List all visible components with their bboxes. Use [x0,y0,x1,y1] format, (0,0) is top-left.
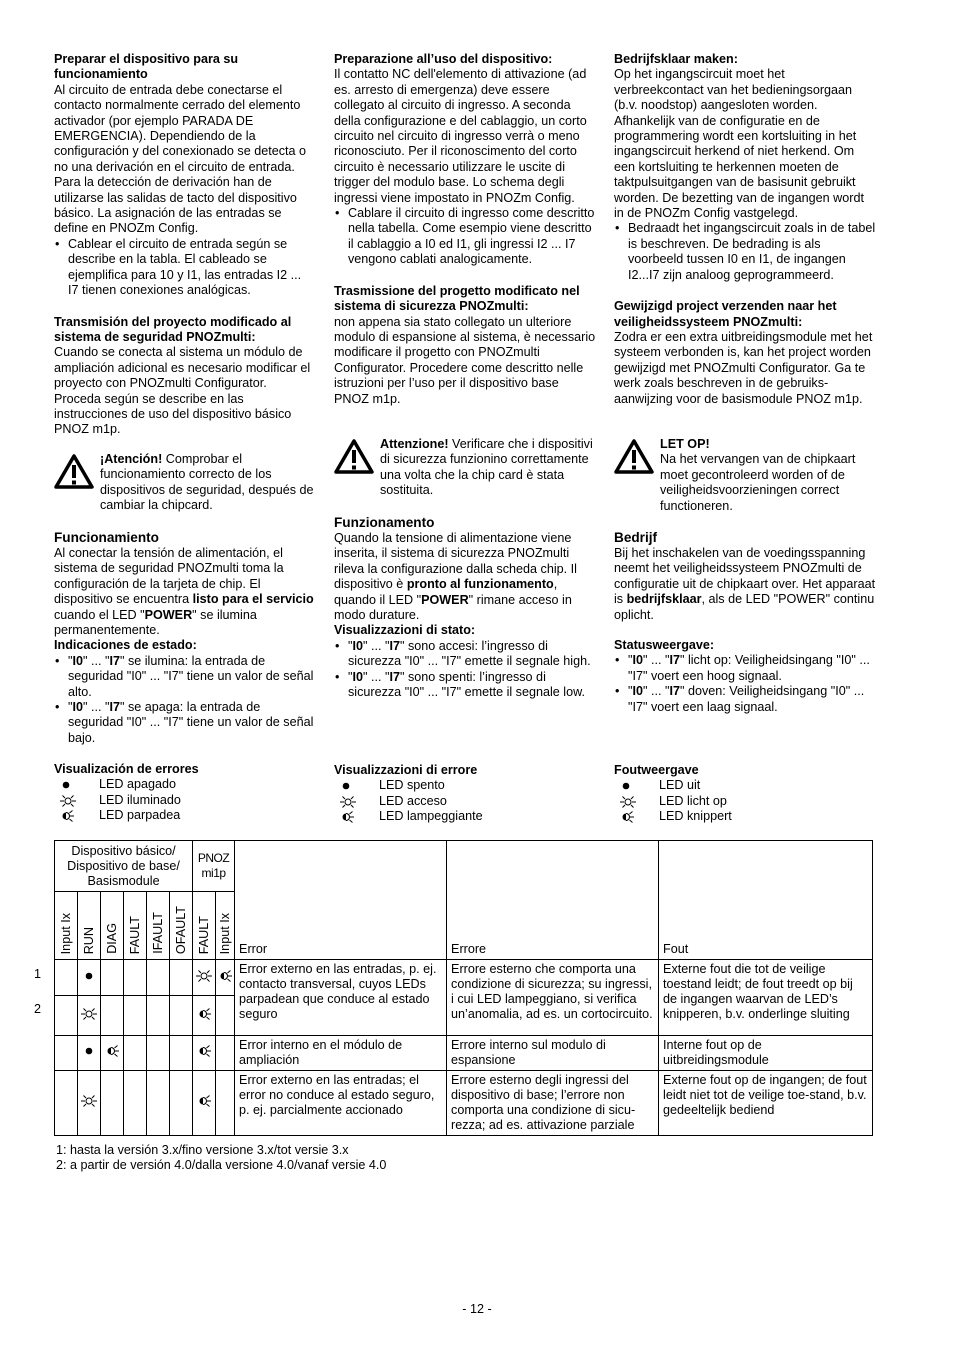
func-text-nl: Bij het inschakelen van de voedingsspanning neemt het veiligheidssysteem PNOZmulti de configuratie uit de chipkaart over. Het apparaat is bedrijfsklaar, als de LED "POWER" continu oplicht. [614,546,876,622]
warning-label-nl: LET OP! [660,437,710,451]
group-header-base: Dispositivo básico/ Dispositivo de base/ Basismodule [55,841,193,892]
warning-label-es: ¡Atención! [100,452,163,466]
legend-title-it: Visualizzazioni di errore [334,763,478,777]
trans-title-es: Transmisión del proyecto modificado al sistema de seguridad PNOZmulti: [54,314,292,344]
footnote-2: 2: a partir de versión 4.0/dalla versione 4.0/vanaf versie 4.0 [56,1158,387,1172]
prep-bullet-nl: • Bedraadt het ingangscircuit zoals in de tabel is beschreven. De bedrading is als voorbeeld tussen I0 en I1, de ingangen I2...I7 zijn analoog geprogrammeerd. [614,221,876,283]
error-es: Error externo en las entradas, p. ej. contacto transversal, cuyos LEDs parpadean que conduce al estado seguro [235,960,447,1036]
error-es: Error externo en las entradas; el error no conduce al estado seguro, p. ej. parcialmente accionado [235,1071,447,1136]
func-text-it: Quando la tensione di alimentazione viene inserita, il sistema di sicurezza PNOZmulti rileva la configurazione dalla scheda chip. Il dispositivo è pronto al funzionamento, quando il LED "POWER" rimane acceso in modo durature. [334,531,577,623]
func-title-it: Funzionamento [334,515,435,530]
trans-title-it: Trasmissione del progetto modificato nel sistema di sicurezza PNOZmulti: [334,283,580,314]
col-header-pnoz-input: Input Ix [217,912,232,954]
col-header-run: RUN [81,926,96,954]
col-header-diag: DIAG [104,923,119,954]
column-es [54,52,314,438]
status-list-es [54,654,314,746]
func-text-es: Al conectar la tensión de alimentación, el sistema de seguridad PNOZmulti toma la configuración de la tarjeta de chip. El dispositivo se encuentra listo para el servicio cuando el LED "POWER" se ilumina permanentemente. [54,546,314,638]
warning-label-it: Attenzione! [380,437,449,451]
led-off-icon [82,969,96,983]
led-blink-icon [619,810,635,824]
trans-text-it: non appena sia stato collegato un ulteriore modulo di espansione al sistema, è necessario modificare il progetto con PNOZmulti Configurator. Procedere come descritto nelle istruzioni per l’uso per il dispositivo base PNOZ m1p. [334,314,596,406]
prep-bullet-it: • Cablare il circuito di ingresso come descritto nella tabella. Come esempio viene descritto il cablaggio a I0 ed I1, gli ingressi I2 ... I7 vengono cablati analogicamente. [334,206,596,268]
error-it: Errore esterno che comporta una condizione di sicurezza; su ingressi, i cui LED lampeggiano, si verifica un’anomalia, ad es. un cortocircuito. [447,960,659,1036]
led-off-icon [59,778,73,792]
row-ref-1: 1 [34,967,42,981]
group-header-pnoz: PNOZ mi1p [193,841,235,892]
led-blink-icon [59,809,75,823]
error-nl: Interne fout op de uitbreidingsmodule [659,1036,873,1071]
warning-text-es: Comprobar el funcionamiento correcto de los dispositivos de seguridad, después de cambiar la chipcard. [100,452,314,513]
row-ref-2: 2 [34,1002,42,1016]
col-header-nl: Fout [659,841,873,960]
status-list-it [334,639,596,701]
warning-triangle-icon [334,439,374,475]
led-blink-icon [339,810,355,824]
led-blink-icon [196,1007,212,1021]
error-table [54,840,873,1136]
col-header-ifault: IFAULT [150,912,165,954]
footnote-1: 1: hasta la versión 3.x/fino versione 3.x/tot versie 3.x [56,1143,349,1157]
led-on-icon [195,969,213,983]
warning-triangle-icon [614,439,654,475]
table-row [55,960,873,996]
led-off-icon [339,779,353,793]
column-nl [614,52,876,407]
col-header-input: Input Ix [58,912,73,954]
func-title-es: Funcionamiento [54,530,159,545]
led-on-icon [339,795,357,809]
led-off-icon [619,779,633,793]
error-nl: Externe fout op de ingangen; de fout leidt niet tot de veilige toe-stand, b.v. gedeeltelijk bediend [659,1071,873,1136]
status-item-it: • "I0" ... "I7" sono spenti: l’ingresso di sicurezza "I0" ... "I7" emette il segnale low. [334,670,596,701]
led-blink-icon [217,969,233,983]
table-row [55,1071,873,1136]
error-nl: Externe fout die tot de veilige toestand leidt; de fout treedt op bij de ingangen waarvan de LED’s knipperen, b.v. onderlinge sluiting [659,960,873,1036]
error-es: Error interno en el módulo de ampliación [235,1036,447,1071]
func-title-nl: Bedrijf [614,530,658,545]
led-off-icon [82,1044,96,1058]
warning-triangle-icon [54,454,94,490]
col-header-it: Errore [447,841,659,960]
prep-list-nl [614,221,876,283]
prep-list-es [54,237,314,299]
col-header-ofault: OFAULT [173,905,188,954]
led-blink-icon [104,1044,120,1058]
warning-text-it: Verificare che i dispositivi di sicurezza funzionino correttamente una volta che la chip card è stata sostituita. [380,437,593,498]
prep-bullet-es: • Cablear el circuito de entrada según se describe en la tabla. El cableado se ejemplifica para 10 y I1, las entradas I2 ... I7 tienen conexiones analógicas. [54,237,314,299]
column-it [334,52,596,407]
legend-es: Visualización de errores LED apagado LED iluminado LED parpadea [54,762,199,823]
status-title-es: Indicaciones de estado: [54,638,197,653]
col-header-fault: FAULT [127,915,142,954]
warning-text-nl: Na het vervangen van de chipkaart moet gecontroleerd worden of de veiligheidsvoorzieningen correct functioneren. [660,452,856,513]
prep-text-it: Il contatto NC dell'elemento di attivazione (ad es. arresto di emergenza) deve essere collegato al circuito di ingresso. A seconda della configurazione e del cablaggio, un corto circuito nel circuito di ingresso verrà o meno riconosciuto. Per il riconoscimento del corto circuito è necessario utilizzare le uscite di trigger del modulo base. Lo schema degli ingressi viene impostato in PNOZm Config. [334,67,587,205]
status-item-es: • "I0" ... "I7" se apaga: la entrada de seguridad "I0" ... "I7" tiene un valor de señal bajo. [54,700,314,746]
led-blink-icon [196,1094,212,1108]
legend-title-es: Visualización de errores [54,762,199,776]
trans-text-es: Cuando se conecta al sistema un módulo de ampliación adicional es necesario modificar el proyecto con PNOZmulti Configurator. Proceda según se describe en las instrucciones de uso del dispositivo básico PNOZ m1p. [54,345,311,437]
legend-title-nl: Foutweergave [614,763,699,777]
col-header-pnoz-fault: FAULT [196,915,211,954]
status-item-nl: • "I0" ... "I7" doven: Veiligheidsingang "I0" ... "I7" voert een laag signaal. [614,684,876,715]
status-item-es: • "I0" ... "I7" se ilumina: la entrada de seguridad "I0" ... "I7" tiene un valor de señal alto. [54,654,314,700]
error-it: Errore esterno degli ingressi del dispositivo di base; l’errore non comporta una condizione di sicu-rezza; ad es. attivazione parziale [447,1071,659,1136]
prep-list-it [334,206,596,268]
status-list-nl [614,653,876,715]
prep-title-it: Preparazione all’uso del dispositivo: [334,52,553,66]
led-on-icon [59,794,77,808]
trans-title-nl: Gewijzigd project verzenden naar het veiligheidssysteem PNOZmulti: [614,299,837,329]
prep-text-nl: Op het ingangscircuit moet het verbreekcontact van het bedieningsorgaan (b.v. noodstop) aangesloten worden. Afhankelijk van de configuratie en de programmering wordt een kortsluiting in het ingangscircuit herkend of niet herkend. Om een kortsluiting te herkennen moeten de taktpulsuitgangen van de basisunit gebruikt worden. De bezetting van de ingangen wordt in de PNOZm Config vastgelegd. [614,67,864,221]
status-title-nl: Statusweergave: [614,638,715,653]
led-on-icon [80,1007,98,1021]
led-on-icon [80,1094,98,1108]
page-number: - 12 - [462,1302,492,1316]
status-item-nl: • "I0" ... "I7" licht op: Veiligheidsingang "I0" ... "I7" voert een hoog signaal. [614,653,876,684]
led-blink-icon [196,1044,212,1058]
trans-text-nl: Zodra er een extra uitbreidingsmodule met het systeem verbonden is, kan het project worden gewijzigd met PNOZmulti Configurator. Ga te werk zoals beschreven in de gebruiks-aanwijzing voor de basismodule PNOZ m1p. [614,329,873,406]
error-it: Errore interno sul modulo di espansione [447,1036,659,1071]
prep-title-nl: Bedrijfsklaar maken: [614,52,738,66]
prep-title-es: Preparar el dispositivo para su funcionamiento [54,52,239,82]
prep-text-es: Al circuito de entrada debe conectarse el contacto normalmente cerrado del elemento activador (por ejemplo PARADA DE EMERGENCIA). Dependiendo de la configuración y del conexionado se detecta o no una derivación en el circuito de entrada. Para la detección de derivación han de utilizarse las salidas de tacto del dispositivo básico. La asignación de las entradas se define en PNOZm Config. [54,82,307,236]
led-on-icon [619,795,637,809]
col-header-es: Error [235,841,447,960]
status-item-it: • "I0" ... "I7" sono accesi: l’ingresso di sicurezza "I0" ... "I7" emette il segnale high. [334,639,596,670]
legend-it: Visualizzazioni di errore LED spento LED acceso LED lampeggiante [334,763,483,824]
status-title-it: Visualizzazioni di stato: [334,623,476,638]
legend-nl: Foutweergave LED uit LED licht op LED knippert [614,763,732,824]
table-row [55,1036,873,1071]
